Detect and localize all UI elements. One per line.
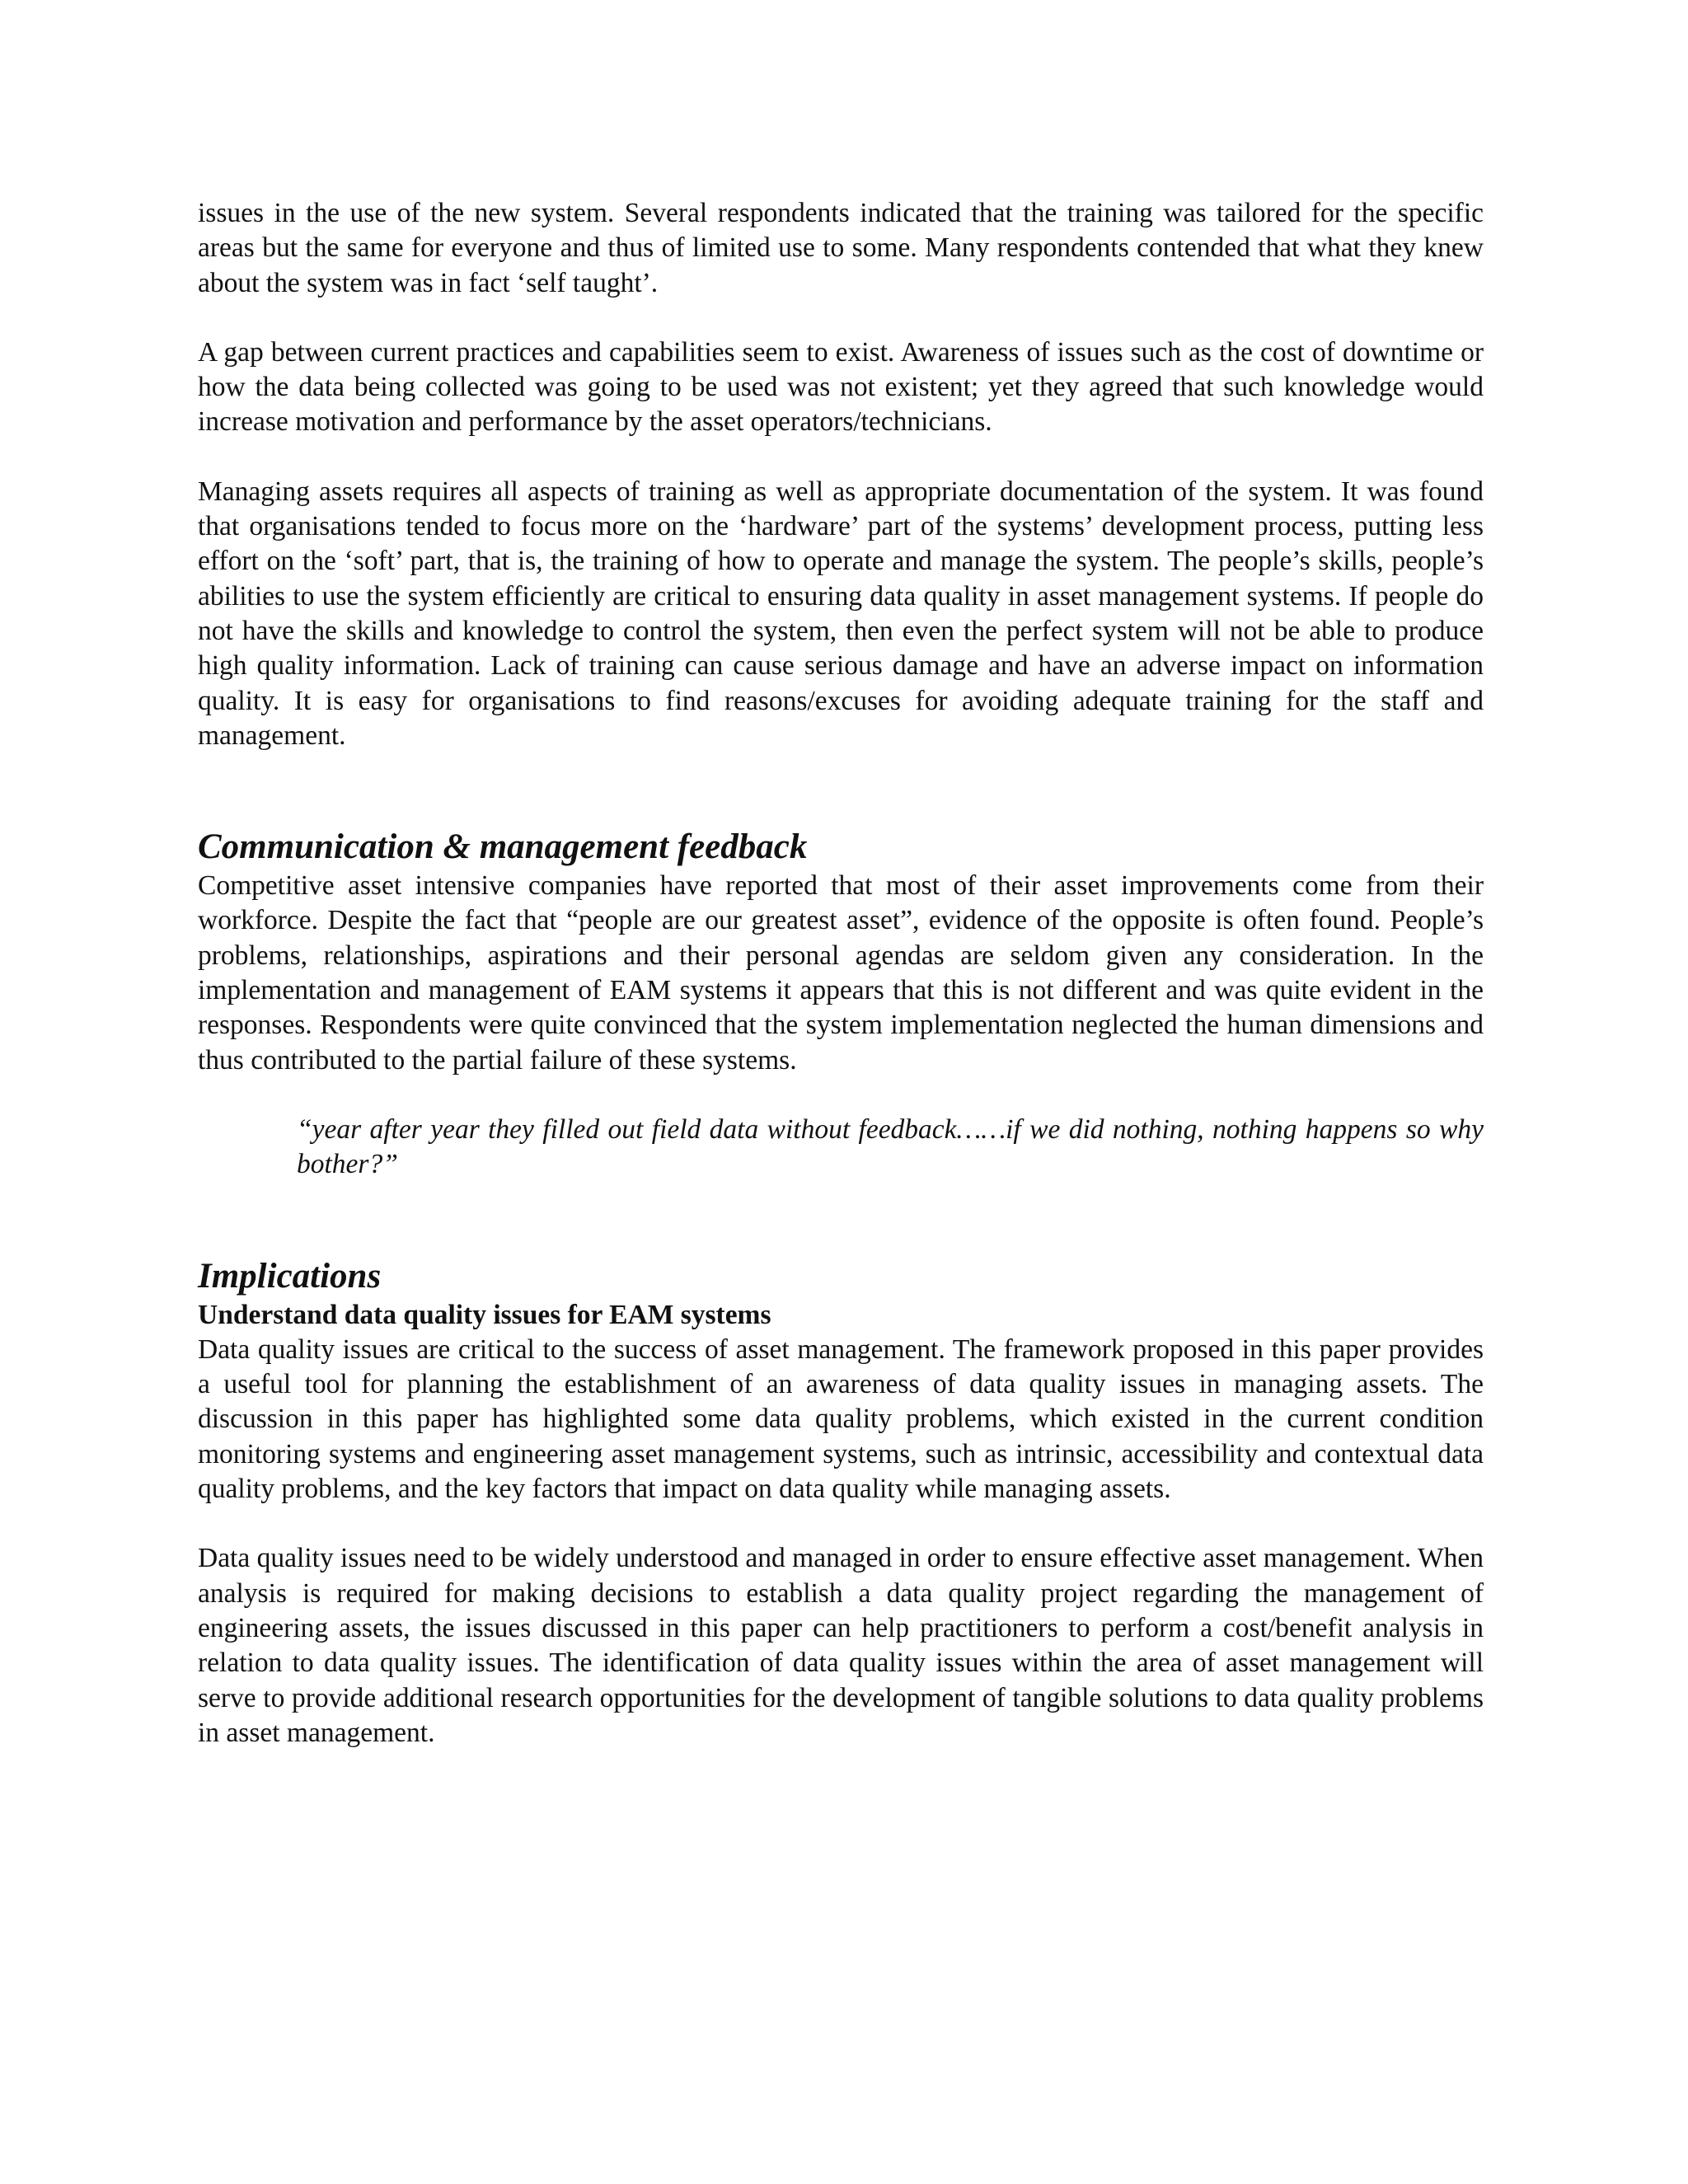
paragraph-managing-assets: Managing assets requires all aspects of training as well as appropriate documentation of the system. It was found that organisations tended to focus more on the ‘hardware’ part of the systems’ development process, putting less effort on the ‘soft’ part, that is, the training of how to operate and manage the system. The people’s skills, people’s abilities to use the system efficiently are critical to ensuring data quality in asset management systems. If people do not have the skills and knowledge to control the system, then even the perfect system will not be able to produce high quality information. Lack of training can cause serious damage and have an adverse impact on information quality. It is easy for organisations to find reasons/excuses for avoiding adequate training for the staff and management.	[198, 476, 1484, 751]
paragraph-gap: A gap between current practices and capabilities seem to exist. Awareness of issues such as the cost of downtime or how the data being collected was going to be used was not existent; yet they agreed that such knowledge would increase motivation and performance by the asset operators/technicians.	[198, 336, 1484, 438]
paragraph-communication: Competitive asset intensive companies have reported that most of their asset improvements come from their workforce. Despite the fact that “people are our greatest asset”, evidence of the opposite is often found. People’s problems, relationships, aspirations and their personal agendas are seldom given any consideration. In the implementation and management of EAM systems it appears that this is not different and was quite evident in the responses. Respondents were quite convinced that the system implementation neglected the human dimensions and thus contributed to the partial failure of these systems.	[198, 870, 1484, 1076]
quote-text: “year after year they filled out field data without feedback……if we did nothing, nothing happens so why bother?”	[297, 1113, 1484, 1180]
respondent-quote	[297, 1113, 1484, 1183]
subsection-heading-data-quality: Understand data quality issues for EAM systems	[198, 1299, 771, 1330]
paragraph-training: issues in the use of the new system. Several respondents indicated that the training was tailored for the specific areas but the same for everyone and thus of limited use to some. Many respondents contended that what they knew about the system was in fact ‘self taught’.	[198, 198, 1484, 298]
section-heading-implications: Implications	[198, 1256, 382, 1296]
paragraph-implications-1: Data quality issues are critical to the success of asset management. The framework proposed in this paper provides a useful tool for planning the establishment of an awareness of data quality issues in managing assets. The discussion in this paper has highlighted some data quality problems, which existed in the current condition monitoring systems and engineering asset management systems, such as intrinsic, accessibility and contextual data quality problems, and the key factors that impact on data quality while managing assets.	[198, 1333, 1484, 1505]
paragraph-implications-2: Data quality issues need to be widely understood and managed in order to ensure effective asset management. When analysis is required for making decisions to establish a data quality project regarding the management of engineering assets, the issues discussed in this paper can help practitioners to perform a cost/benefit analysis in relation to data quality issues. The identification of data quality issues within the area of asset management will serve to provide additional research opportunities for the development of tangible solutions to data quality problems in asset management.	[198, 1543, 1484, 1748]
document-page	[198, 196, 1484, 1750]
section-heading-communication: Communication & management feedback	[198, 827, 808, 867]
